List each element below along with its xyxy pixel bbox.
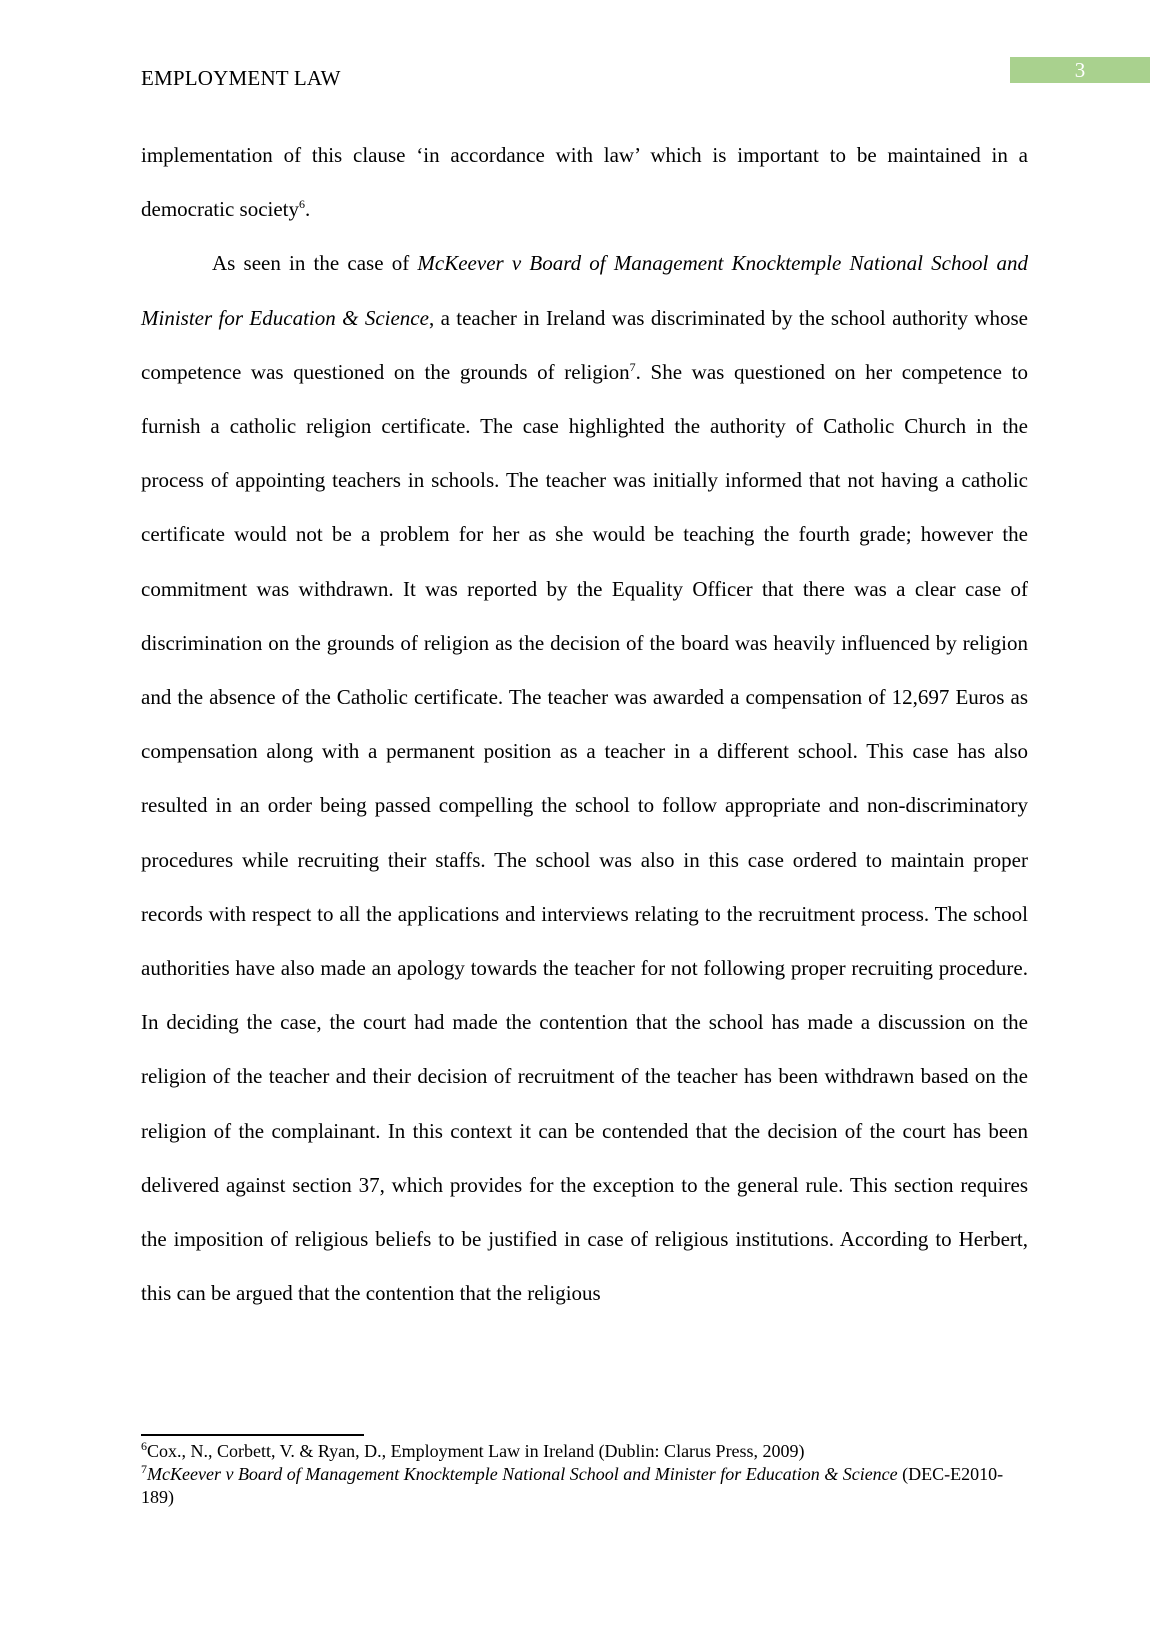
paragraph-1 <box>141 128 1028 236</box>
paragraph-1-text: implementation of this clause ‘in accordance with law’ which is important to be maintained in a democratic society <box>141 143 1028 222</box>
footnote-6 <box>141 1440 1028 1463</box>
paragraph-2-lead: As seen in the case of <box>212 251 418 276</box>
footnote-6-number: 6 <box>141 1439 147 1453</box>
footnotes <box>141 1440 1028 1509</box>
footnote-7-title: McKeever v Board of Management Knocktemple National School and Minister for Education & Science <box>147 1464 898 1484</box>
footnote-7-number: 7 <box>141 1462 147 1476</box>
running-head: EMPLOYMENT LAW <box>141 66 341 90</box>
paragraph-1-end: . <box>305 197 311 222</box>
body-text <box>141 128 1028 1320</box>
footnote-6-text: Cox., N., Corbett, V. & Ryan, D., Employment Law in Ireland (Dublin: Clarus Press, 2009) <box>147 1441 805 1461</box>
footnote-7-text: (DEC-E2010-189) <box>141 1464 1004 1507</box>
page-number: 3 <box>1010 57 1150 83</box>
footnote-ref-7[interactable]: 7 <box>629 359 636 374</box>
footnote-ref-6[interactable]: 6 <box>299 197 306 212</box>
paragraph-2 <box>141 236 1028 1320</box>
paragraph-2-text-2: . She was questioned on her competence to furnish a catholic religion certificate. The case highlighted the authority of Catholic Church in the process of appointing teachers in schools. The teacher was initially informed that not having a catholic certificate would not be a problem for her as she would be teaching the fourth grade; however the commitment was withdrawn. It was reported by the Equality Officer that there was a clear case of discrimination on the grounds of religion as the decision of the board was heavily influenced by religion and the absence of the Catholic certificate. The teacher was awarded a compensation of 12,697 Euros as compensation along with a permanent position as a teacher in a different school. This case has also resulted in an order being passed compelling the school to follow appropriate and non-discriminatory procedures while recruiting their staffs. The school was also in this case ordered to maintain proper records with respect to all the applications and interviews relating to the recruitment process. The school authorities have also made an apology towards the teacher for not following proper recruiting procedure. In deciding the case, the court had made the contention that the school has made a discussion on the religion of the teacher and their decision of recruitment of the teacher has been withdrawn based on the religion of the complainant. In this context it can be contended that the decision of the court has been delivered against section 37, which provides for the exception to the general rule. This section requires the imposition of religious beliefs to be justified in case of religious institutions. According to Herbert, this can be argued that the contention that the religious <box>141 359 1028 1306</box>
footnote-separator <box>141 1434 364 1436</box>
paragraph-2-text-1: , a teacher in Ireland was discriminated by the school authority whose competence was questioned on the grounds of religion <box>141 305 1028 384</box>
footnote-7 <box>141 1463 1028 1509</box>
case-name: McKeever v Board of Management Knocktemple National School and Minister for Education & Science <box>141 251 1028 330</box>
